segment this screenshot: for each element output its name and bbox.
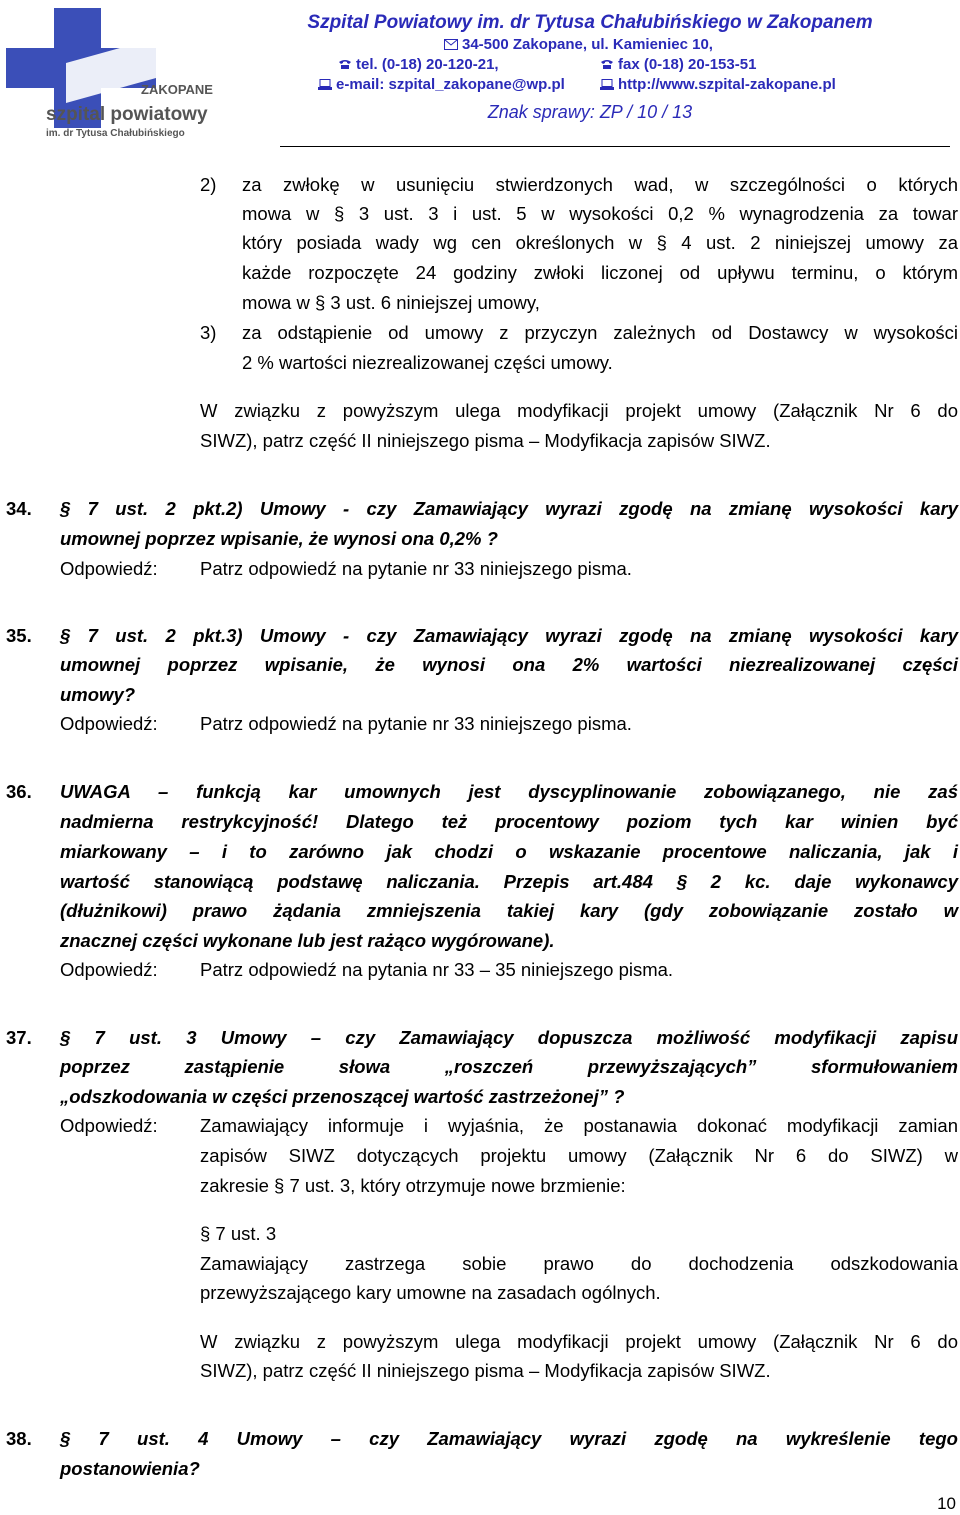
question-38-line: § 7 ust. 4 Umowy – czy Zamawiający wyrazi zgodę na wykreślenie tego: [60, 1428, 958, 1449]
question-36-line: nadmierna restrykcyjność! Dlatego też procentowy poziom tych kar winien być: [60, 811, 958, 832]
question-35-number: 35.: [6, 625, 32, 646]
hospital-title: Szpital Powiatowy im. dr Tytusa Chałubińskiego w Zakopanem: [307, 12, 873, 33]
item-2-line: mowa w § 3 ust. 3 i ust. 5 w wysokości 0,2 % wynagrodzenia za towar: [242, 203, 958, 224]
answer-label: Odpowiedź:: [60, 1115, 158, 1136]
answer-37-line: zapisów SIWZ dotyczących projektu umowy (Załącznik Nr 6 do SIWZ) w: [200, 1145, 958, 1166]
email-text[interactable]: e-mail: szpital_zakopane@wp.pl: [336, 76, 565, 93]
address-text: 34-500 Zakopane, ul. Kamieniec 10,: [462, 36, 713, 53]
question-37-line: „odszkodowania w części przenoszącej wartość zastrzeżonej” ?: [60, 1086, 625, 1107]
answer-label: Odpowiedź:: [60, 558, 158, 579]
question-36-line: (dłużnikowi) prawo żądania zmniejszenia takiej kary (gdy zobowiązanie zostało w: [60, 900, 958, 921]
computer-icon: [600, 79, 614, 90]
fax-line: [600, 56, 756, 73]
page-number: 10: [937, 1494, 956, 1513]
web-link[interactable]: http://www.szpital-zakopane.pl: [618, 76, 836, 93]
quoted-clause-heading: § 7 ust. 3: [200, 1223, 277, 1244]
question-35-line: umownej poprzez wpisanie, że wynosi ona 2% wartości niezrealizowanej części: [60, 654, 958, 675]
tel-text: tel. (0-18) 20-120-21,: [356, 56, 499, 73]
question-38-number: 38.: [6, 1428, 32, 1449]
email-line: [318, 76, 565, 93]
modification-note: W związku z powyższym ulega modyfikacji projekt umowy (Załącznik Nr 6 do: [200, 400, 958, 421]
question-34-number: 34.: [6, 498, 32, 519]
answer-37-line: Zamawiający informuje i wyjaśnia, że postanawia dokonać modyfikacji zamian: [200, 1115, 958, 1136]
question-36-line: znacznej części wykonane lub jest rażąco wygórowane).: [60, 930, 555, 951]
item-2-line: za zwłokę w usunięciu stwierdzonych wad, w szczególności o których: [242, 174, 958, 195]
modification-note: SIWZ), patrz część II niniejszego pisma – Modyfikacja zapisów SIWZ.: [200, 430, 771, 451]
logo-zakopane-text: ZAKOPANE: [141, 82, 213, 97]
item-3-number: 3): [200, 322, 217, 343]
quoted-clause-line: przewyższającego kary umowne na zasadach ogólnych.: [200, 1282, 661, 1303]
phone-icon: [338, 59, 352, 70]
item-2-line: który posiada wady wg cen określonych w § 4 ust. 2 niniejszej umowy za: [242, 232, 958, 253]
answer-label: Odpowiedź:: [60, 713, 158, 734]
question-34-line: umownej poprzez wpisanie, że wynosi ona 0,2% ?: [60, 528, 498, 549]
item-2-line: mowa w § 3 ust. 6 niniejszej umowy,: [242, 292, 540, 313]
tel-line: [338, 56, 499, 73]
logo-name-text: szpital powiatowy: [46, 104, 208, 125]
question-37-line: § 7 ust. 3 Umowy – czy Zamawiający dopuszcza możliwość modyfikacji zapisu: [60, 1027, 958, 1048]
item-3-line: za odstąpienie od umowy z przyczyn zależnych od Dostawcy w wysokości: [242, 322, 958, 343]
hospital-logo: [6, 8, 216, 140]
question-34-line: § 7 ust. 2 pkt.2) Umowy - czy Zamawiający wyrazi zgodę na zmianę wysokości kary: [60, 498, 958, 519]
item-2-number: 2): [200, 174, 217, 195]
question-36-line: UWAGA – funkcją kar umownych jest dyscyplinowanie zobowiązanego, nie zaś: [60, 781, 958, 802]
address-line: [444, 36, 713, 53]
logo-sub-text: im. dr Tytusa Chałubińskiego: [46, 128, 185, 139]
answer-label: Odpowiedź:: [60, 959, 158, 980]
question-36-line: miarkowany – i to zarówno jak chodzi o wskazanie procentowe naliczania, jak i: [60, 841, 958, 862]
modification-note: SIWZ), patrz część II niniejszego pisma – Modyfikacja zapisów SIWZ.: [200, 1360, 771, 1381]
question-36-number: 36.: [6, 781, 32, 802]
fax-phone-icon: [600, 59, 614, 70]
answer-34: Patrz odpowiedź na pytanie nr 33 niniejszego pisma.: [200, 558, 632, 579]
fax-text: fax (0-18) 20-153-51: [618, 56, 757, 73]
computer-icon: [318, 79, 332, 90]
question-38-line: postanowienia?: [60, 1458, 200, 1479]
answer-37-line: zakresie § 7 ust. 3, który otrzymuje nowe brzmienie:: [200, 1175, 626, 1196]
question-35-line: § 7 ust. 2 pkt.3) Umowy - czy Zamawiający wyrazi zgodę na zmianę wysokości kary: [60, 625, 958, 646]
question-37-number: 37.: [6, 1027, 32, 1048]
question-36-line: wartość stanowiącą podstawę naliczania. Przepis art.484 § 2 kc. daje wykonawcy: [60, 871, 958, 892]
question-37-line: poprzez zastąpienie słowa „roszczeń przewyższających” sformułowaniem: [60, 1056, 958, 1077]
case-reference: Znak sprawy: ZP / 10 / 13: [487, 102, 693, 122]
quoted-clause-line: Zamawiający zastrzega sobie prawo do dochodzenia odszkodowania: [200, 1253, 958, 1274]
answer-36: Patrz odpowiedź na pytania nr 33 – 35 niniejszego pisma.: [200, 959, 674, 980]
header-divider: [280, 146, 950, 147]
item-3-line: 2 % wartości niezrealizowanej części umowy.: [242, 352, 613, 373]
web-line: [600, 76, 836, 93]
modification-note: W związku z powyższym ulega modyfikacji projekt umowy (Załącznik Nr 6 do: [200, 1331, 958, 1352]
answer-35: Patrz odpowiedź na pytanie nr 33 niniejszego pisma.: [200, 713, 632, 734]
item-2-line: każde rozpoczęte 24 godziny zwłoki liczonej od upływu terminu, o którym: [242, 262, 958, 283]
question-35-line: umowy?: [60, 684, 136, 705]
envelope-icon: [444, 39, 458, 50]
